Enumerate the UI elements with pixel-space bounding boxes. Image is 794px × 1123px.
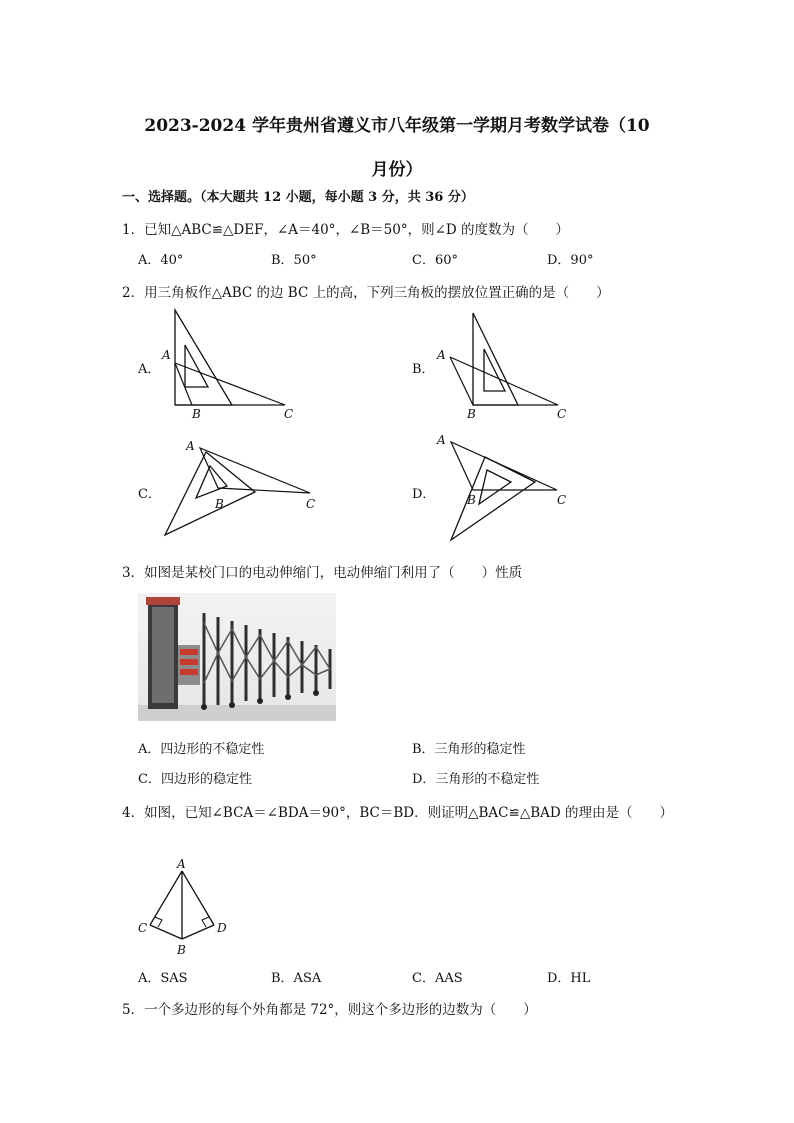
q2-option-d-label: D． bbox=[412, 487, 436, 502]
q2c-label-b: B bbox=[215, 497, 224, 511]
question-5-stem: 5．一个多边形的每个外角都是 72°，则这个多边形的边数为（ ） bbox=[122, 1002, 537, 1018]
q1-option-c: C．60° bbox=[412, 253, 458, 268]
q2d-label-c: C bbox=[557, 493, 567, 507]
q1-option-d: D．90° bbox=[547, 253, 594, 268]
q2c-label-c: C bbox=[306, 497, 316, 511]
question-1-stem: 1．已知△ABC≌△DEF，∠A＝40°，∠B＝50°，则∠D 的度数为（ ） bbox=[122, 222, 570, 238]
question-2-stem: 2．用三角板作△ABC 的边 BC 上的高，下列三角板的摆放位置正确的是（ ） bbox=[122, 285, 610, 301]
title-line-1: 2023-2024 学年贵州省遵义市八年级第一学期月考数学试卷（10 bbox=[144, 116, 650, 136]
q1-option-b: B．50° bbox=[271, 253, 317, 268]
q3-option-c: C．四边形的稳定性 bbox=[138, 772, 252, 787]
q3-option-b: B．三角形的稳定性 bbox=[412, 742, 526, 757]
question-4-stem: 4．如图，已知∠BCA＝∠BDA＝90°，BC＝BD．则证明△BAC≌△BAD 的理由是（ ） bbox=[122, 805, 673, 821]
q2a-label-a: A bbox=[162, 348, 171, 362]
question-3-stem: 3．如图是某校门口的电动伸缩门，电动伸缩门利用了（ ）性质 bbox=[122, 565, 523, 581]
title-line-2: 月份） bbox=[371, 160, 423, 180]
q2b-label-b: B bbox=[467, 407, 476, 421]
q4-option-a: A．SAS bbox=[138, 971, 188, 986]
q1-option-a: A．40° bbox=[138, 253, 184, 268]
q4-label-c: C bbox=[138, 921, 148, 935]
q2d-label-a: A bbox=[437, 433, 446, 447]
exam-title bbox=[100, 104, 694, 192]
q4-option-b: B．ASA bbox=[271, 971, 322, 986]
q2-option-a-label: A． bbox=[138, 362, 161, 377]
q4-option-d: D．HL bbox=[547, 971, 591, 986]
gate-illustration bbox=[138, 593, 336, 721]
q4-label-b: B bbox=[177, 943, 186, 957]
q2a-label-c: C bbox=[284, 407, 294, 421]
q2a-label-b: B bbox=[192, 407, 201, 421]
q4-label-a: A bbox=[177, 857, 186, 871]
section-heading: 一、选择题。（本大题共 12 小题，每小题 3 分，共 36 分） bbox=[122, 190, 474, 205]
q2b-label-a: A bbox=[437, 348, 446, 362]
q2d-label-b: B bbox=[467, 493, 476, 507]
telescopic-gate-photo bbox=[138, 593, 336, 721]
q2-option-c-label: C． bbox=[138, 487, 161, 502]
q2-figure-c bbox=[150, 438, 320, 543]
q2-option-b-label: B． bbox=[412, 362, 435, 377]
q2-figure-b bbox=[425, 305, 575, 425]
q2c-label-a: A bbox=[186, 439, 195, 453]
q4-figure bbox=[135, 855, 235, 960]
q4-option-c: C．AAS bbox=[412, 971, 463, 986]
q2-figure-a bbox=[150, 305, 300, 425]
q3-option-d: D．三角形的不稳定性 bbox=[412, 772, 540, 787]
q3-option-a: A．四边形的不稳定性 bbox=[138, 742, 265, 757]
q2-figure-d bbox=[425, 432, 595, 547]
q4-label-d: D bbox=[217, 921, 227, 935]
q2b-label-c: C bbox=[557, 407, 567, 421]
